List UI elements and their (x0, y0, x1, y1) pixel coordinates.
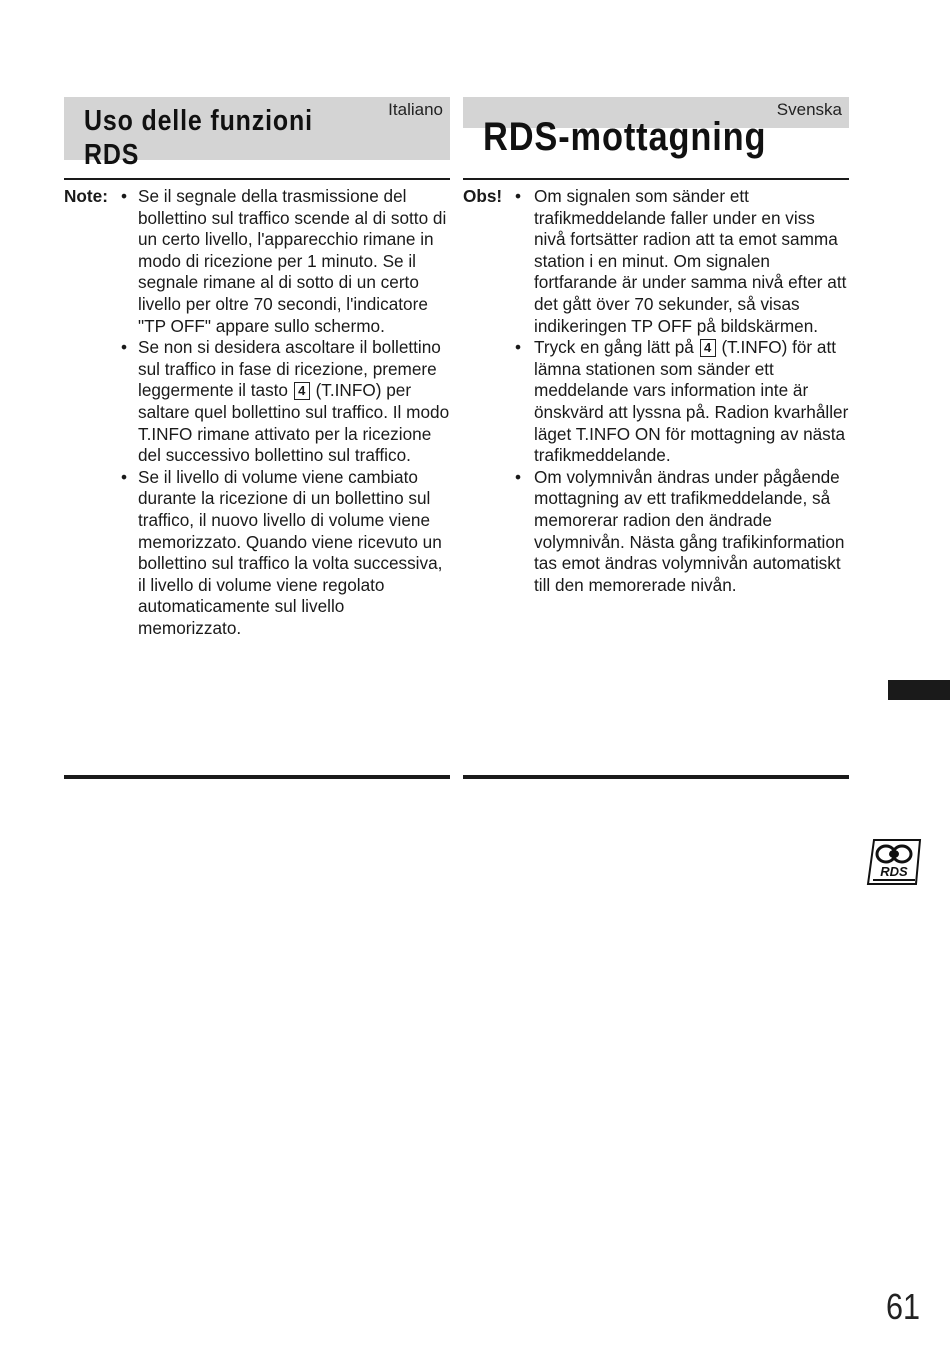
rds-logo-text: RDS (880, 864, 908, 879)
note-text: Se il livello di volume viene cambiato durante la ricezione di un bollettino sul traffico, il nuovo livello di volume viene memorizzato. Quando viene ricevuto un bollettino sul traffico la volta successiva, il livello di volume viene regolato automaticamente sul livello memorizzato. (138, 466, 443, 638)
bullet-icon: • (121, 186, 128, 206)
list-item (463, 186, 849, 337)
rds-logo-icon (866, 838, 922, 886)
section-title: Uso delle funzioni RDS (84, 105, 313, 171)
note-text: Se il segnale della trasmissione del bollettino sul traffico scende al di sotto di un certo livello, l'apparecchio rimane in modo di ricezione per 1 minuto. Se il segnale rimane al di sotto di un certo livello per oltre 70 secondi, l'indicatore "TP OFF" appare sullo schermo. (138, 186, 447, 336)
note-text: Se non si desidera ascoltare il bollettino sul traffico in fase di ricezione, premere leggermente il tasto (138, 337, 441, 401)
note-label: Note: (64, 186, 108, 206)
note-list (64, 186, 450, 639)
bullet-icon: • (121, 466, 128, 487)
note-list (463, 186, 849, 596)
swedish-column (463, 97, 849, 595)
section-header-band (64, 97, 450, 171)
key-4-icon: 4 (700, 339, 716, 357)
note-label: Obs! (463, 186, 503, 206)
language-label: Svenska (776, 100, 842, 119)
italian-column (64, 97, 450, 638)
bullet-icon: • (121, 337, 128, 358)
key-4-icon: 4 (294, 382, 310, 400)
header-rule (64, 178, 450, 180)
page-number: 61 (885, 1286, 920, 1327)
note-block (64, 186, 450, 639)
note-text: Om volymnivån ändras under pågående mottagning av ett trafikmeddelande, så memorerar radion den ändrade volymnivån. Nästa gång trafikinformation tas emot ändras volymnivån automatiskt till den memorerade nivån. (534, 466, 845, 595)
note-text: Om signalen som sänder ett trafikmeddelande faller under en viss nivå fortsätter radion att ta emot samma station i en minut. Om signalen fortfarande är under samma nivå efter att det gått över 70 sekunder, så visas indikeringen TP OFF på bildskärmen. (534, 186, 847, 336)
section-tab-marker (888, 680, 950, 700)
list-item (64, 337, 450, 467)
bullet-icon: • (515, 466, 522, 487)
section-title: RDS-mottagning (483, 115, 767, 159)
list-item (463, 467, 849, 597)
list-item (64, 186, 450, 337)
footer-rule-right (463, 775, 849, 779)
list-item (463, 337, 849, 467)
bullet-icon: • (515, 337, 522, 358)
footer-rule-left (64, 775, 450, 779)
header-rule (463, 178, 849, 180)
note-block (463, 186, 849, 596)
language-label: Italiano (388, 100, 443, 119)
note-text: (T.INFO) för att lämna stationen som sänder ett meddelande vars information inte är önskvärd att lyssna på. Radion kvarhåller läget T.INFO ON för mottagning av nästa trafikmeddelande. (534, 337, 849, 466)
note-text: (T.INFO) per saltare quel bollettino sul traffico. Il modo T.INFO rimane attivato per la ricezione del successivo bollettino sul traffico. (138, 380, 450, 466)
bullet-icon: • (515, 186, 522, 206)
list-item (64, 467, 450, 640)
note-text: Tryck en gång lätt på (534, 337, 694, 358)
